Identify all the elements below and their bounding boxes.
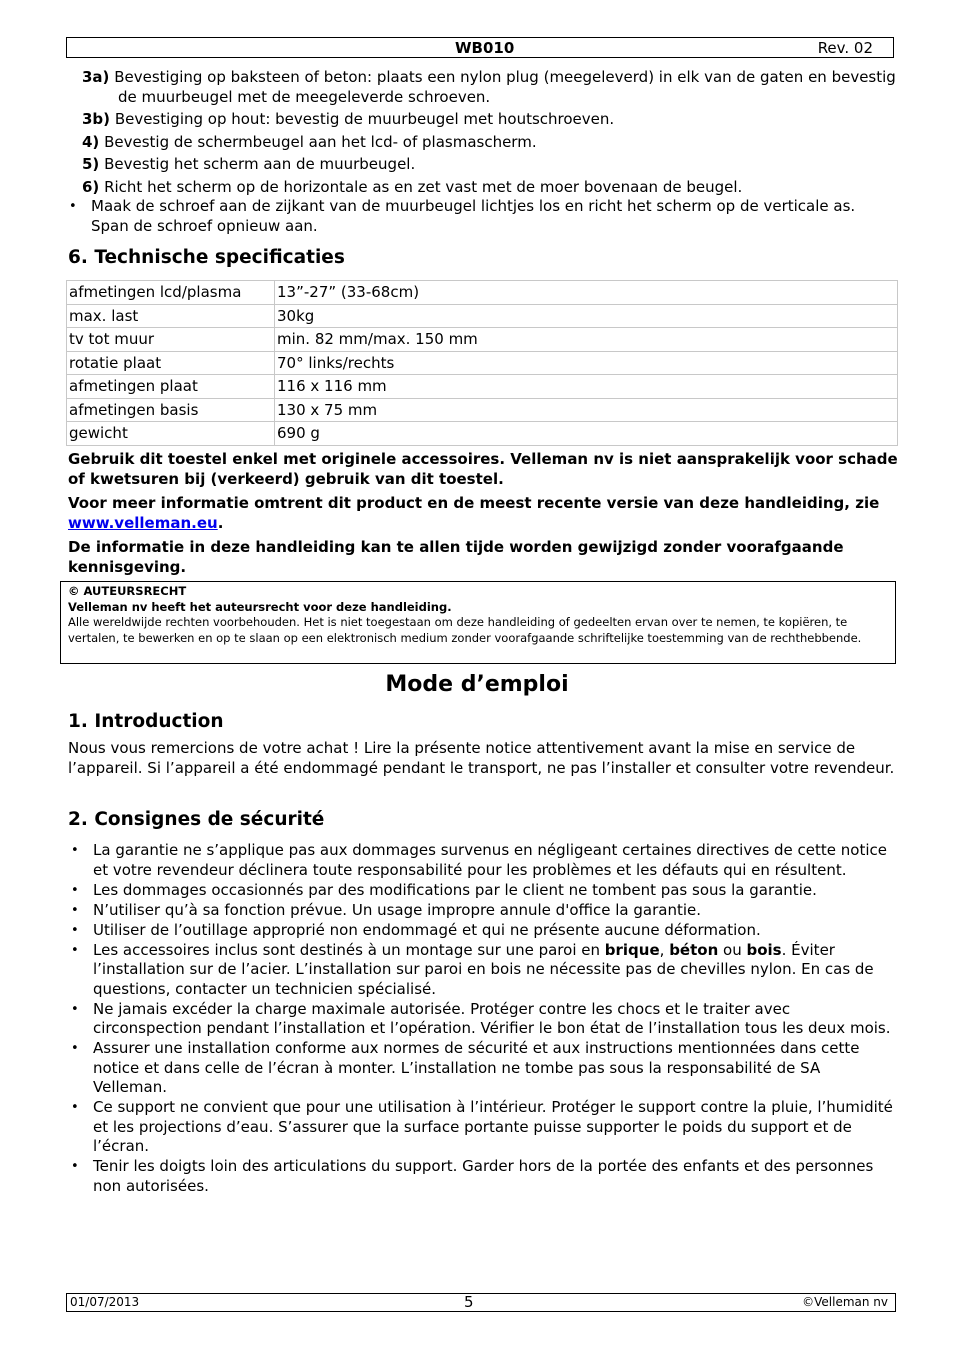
list-text: . Éviter l’installation sur de l’acier. L’installation sur paroi en bois ne nécessite pas de chevilles nylon. En cas de questions, contacter un technicien spécialisé. [93, 940, 874, 998]
table-row [67, 398, 898, 422]
spec-label: tv tot muur [67, 328, 275, 352]
intro-text: Nous vous remercions de votre achat ! Lire la présente notice attentivement avant la mise en service de l’appareil. Si l’appareil a été endommagé pendant le transport, ne pas l’installer et consulter votre revendeur. [68, 739, 895, 777]
website-link[interactable]: www.velleman.eu [68, 513, 218, 532]
specs-heading: 6. Technische specificaties [68, 247, 345, 268]
copyright-title: © AUTEURSRECHT [68, 584, 187, 598]
spec-label: max. last [67, 304, 275, 328]
step-text: Bevestiging op baksteen of beton: plaats een nylon plug (meegeleverd) in elk van de gaten en bevestig de muurbeugel met de meegeleverde schroeven. [114, 68, 896, 106]
intro-heading: 1. Introduction [68, 711, 224, 732]
step-text: Bevestig de schermbeugel aan het lcd- of plasmascherm. [104, 132, 537, 151]
page-footer [66, 1293, 896, 1312]
safety-list [68, 841, 898, 1197]
safety-heading: 2. Consignes de sécurité [68, 809, 325, 830]
emphasis: béton [669, 940, 719, 959]
step-text: Bevestiging op hout: bevestig de muurbeugel met houtschroeven. [114, 110, 615, 128]
list-item: • Assurer une installation conforme aux normes de sécurité et aux instructions mentionnées dans cette notice et dans celle de l’écran à monter. L’installation ne tombe pas sous la responsabilité de SA Velleman. [68, 1039, 898, 1098]
step-bullet-list [66, 197, 896, 236]
step-5 [66, 155, 896, 175]
step-text: Richt het scherm op de horizontale as en zet vast met de moer bovenaan de beugel. [104, 177, 743, 196]
model-number: WB010 [455, 39, 515, 57]
spec-value: 116 x 116 mm [275, 375, 898, 399]
list-text: ou [718, 940, 747, 959]
footer-date: 01/07/2013 [70, 1295, 140, 1309]
installation-steps [66, 68, 896, 237]
list-item: • Maak de schroef aan de zijkant van de muurbeugel lichtjes los en richt het scherm op de verticale as. Span de schroef opnieuw aan. [66, 197, 896, 236]
notice-text: Voor meer informatie omtrent dit product en de meest recente versie van deze handleiding, zie [68, 494, 880, 512]
page-number: 5 [464, 1293, 474, 1311]
list-text: , [659, 940, 670, 959]
spec-value: 690 g [275, 422, 898, 446]
spec-label: afmetingen basis [67, 398, 275, 422]
specs-table [66, 280, 898, 446]
table-row [67, 375, 898, 399]
section-title: Mode d’emploi [385, 672, 569, 697]
notice-more-info [68, 494, 898, 533]
list-item: • Ne jamais excéder la charge maximale autorisée. Protéger contre les chocs et le traiter avec circonspection pendant l’installation et l’opération. Vérifier le bon état de l’installation tous les deux mois. [68, 1000, 898, 1039]
spec-value: 70° links/rechts [275, 351, 898, 375]
list-item: • N’utiliser qu’à sa fonction prévue. Un usage impropre annule d'office la garantie. [68, 901, 898, 921]
copyright-subtitle: Velleman nv heeft het auteursrecht voor deze handleiding. [68, 599, 452, 614]
spec-value: 13”-27” (33-68cm) [275, 281, 898, 305]
spec-label: gewicht [67, 422, 275, 446]
list-item: • La garantie ne s’applique pas aux dommages survenus en négligeant certaines directives de cette notice et votre revendeur déclinera toute responsabilité pour les problèmes et les défauts qui en résultent. [68, 841, 898, 880]
emphasis: bois [746, 940, 782, 959]
emphasis: brique [604, 940, 660, 959]
step-number: 4) [82, 132, 100, 151]
spec-label: afmetingen lcd/plasma [67, 281, 275, 305]
spec-value: min. 82 mm/max. 150 mm [275, 328, 898, 352]
step-3a [66, 68, 896, 107]
notice-accessories: Gebruik dit toestel enkel met originele accessoires. Velleman nv is niet aansprakelijk voor schade of kwetsuren bij (verkeerd) gebruik van dit toestel. [68, 450, 898, 488]
table-row [67, 304, 898, 328]
copyright-body: Alle wereldwijde rechten voorbehouden. Het is niet toegestaan om deze handleiding of gedeelten ervan over te nemen, te kopiëren, te vertalen, te bewerken en op te slaan op een elektronisch medium zonder voorafgaande schriftelijke toestemming van de rechthebbende. [68, 615, 862, 645]
table-row [67, 281, 898, 305]
step-6 [66, 178, 896, 198]
page-header [66, 37, 894, 58]
spec-value: 30kg [275, 304, 898, 328]
spec-value: 130 x 75 mm [275, 398, 898, 422]
footer-copyright: ©Velleman nv [802, 1295, 888, 1309]
step-number: 3a) [82, 68, 110, 86]
notice-changes: De informatie in deze handleiding kan te allen tijde worden gewijzigd zonder voorafgaande kennisgeving. [68, 538, 844, 576]
notice-text: . [217, 513, 224, 532]
spec-label: afmetingen plaat [67, 375, 275, 399]
step-number: 3b) [82, 110, 111, 128]
step-number: 6) [82, 177, 100, 196]
step-3b [66, 110, 896, 130]
step-number: 5) [82, 155, 100, 173]
list-item [68, 941, 898, 1000]
list-item: • Tenir les doigts loin des articulations du support. Garder hors de la portée des enfants et des personnes non autorisées. [68, 1157, 898, 1196]
list-text: Les accessoires inclus sont destinés à un montage sur une paroi en [93, 940, 605, 959]
table-row [67, 422, 898, 446]
step-4 [66, 133, 896, 153]
table-row [67, 328, 898, 352]
revision: Rev. 02 [817, 39, 873, 57]
list-item: • Utiliser de l’outillage approprié non endommagé et qui ne présente aucune déformation. [68, 921, 898, 941]
copyright-box [60, 581, 896, 664]
list-item: • Ce support ne convient que pour une utilisation à l’intérieur. Protéger le support contre la pluie, l’humidité et les projections d’eau. S’assurer que la surface portante puisse supporter le poids du support et de l’écran. [68, 1098, 898, 1157]
table-row [67, 351, 898, 375]
spec-label: rotatie plaat [67, 351, 275, 375]
list-item: • Les dommages occasionnés par des modifications par le client ne tombent pas sous la garantie. [68, 881, 898, 901]
step-text: Bevestig het scherm aan de muurbeugel. [104, 155, 416, 173]
